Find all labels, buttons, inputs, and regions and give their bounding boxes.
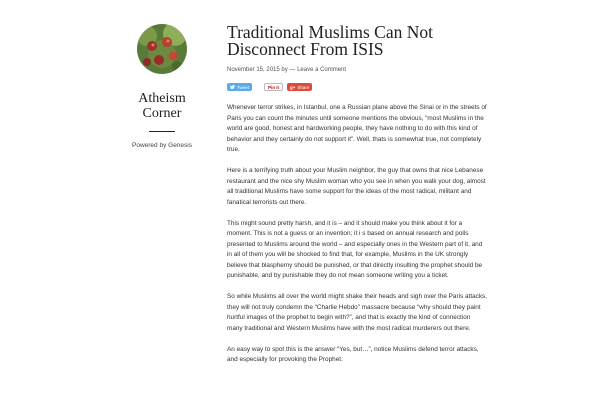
site-title-line1[interactable]: Atheism <box>138 91 186 106</box>
avatar-image <box>137 24 187 74</box>
paragraph-4: So while Muslims all over the world might shake their heads and sigh over the Paris attacks, they will not truly condemn the “Charlie Hebdo” massacre because “why should they paint hurtful images of the prophet to begin with?”, and that is exactly the kind of connection many traditional and Western Muslims have with the most radical murderers out there. <box>227 293 488 332</box>
google-plus-icon: g+ <box>290 84 296 90</box>
paragraph-2: Here is a terrifying truth about your Muslim neighbor, the guy that owns that nice Lebanese restaurant and the nice shy Muslim woman who you see in when you walk your dog, almost all traditional Muslims have some support for the ideas of the most radical, militant and fanatical terrorists out there. <box>227 167 486 206</box>
powered-by <box>115 142 209 149</box>
tweet-button[interactable] <box>227 83 252 91</box>
paragraph-3: This might sound pretty harsh, and it is – and it should make you think about it for a moment. This is not a guess or an invention; it i s based on annual research and polls presented to Muslims around the world – and especially ones in the Western part of it, and in all of them you will be shocked to find that, for example, Muslims in the UK strongly believe that blasphemy should be punished, or that directly insulting the prophet should be punishable, and by punishable they do not mean someone writing you a ticket. <box>227 219 483 279</box>
google-share-label: Share <box>297 84 310 90</box>
site-title-line2[interactable]: Corner <box>142 106 182 121</box>
post-meta <box>227 67 487 73</box>
google-share-button[interactable] <box>287 83 312 91</box>
genesis-link[interactable]: Genesis <box>168 142 192 149</box>
powered-prefix: Powered by <box>132 142 167 149</box>
tweet-label: Tweet <box>237 84 250 90</box>
pin-it-label: Pin it <box>268 84 280 90</box>
post-title-line2[interactable]: Disconnect From ISIS <box>227 39 384 59</box>
avatar[interactable] <box>137 24 187 74</box>
post-by: by <box>281 67 288 73</box>
sidebar-divider <box>149 131 175 132</box>
post-title[interactable] <box>227 24 487 58</box>
sidebar <box>115 24 209 149</box>
post-title-line1[interactable]: Traditional Muslims Can Not <box>227 22 433 42</box>
post-content <box>227 103 487 366</box>
site-title[interactable] <box>115 91 209 121</box>
pin-it-button[interactable] <box>264 83 283 91</box>
main-content <box>227 24 487 376</box>
paragraph-1: Whenever terror strikes, in Istanbul, one a Russian plane above the Sinai or in the streets of Paris you can count the minutes until someone mentions the obvious, “most Muslims in the world are good, honest and hardworking people, they have nothing to do with this kind of behavior and they certainly do not support it”. Well, thats is somewhat true, not completely true. <box>227 104 487 153</box>
meta-dash: — <box>289 67 296 73</box>
leave-comment-link[interactable]: Leave a Comment <box>297 67 347 73</box>
twitter-bird-icon <box>230 85 235 89</box>
share-bar <box>227 83 487 91</box>
post-date: November 15, 2015 <box>227 67 280 73</box>
paragraph-5: An easy way to spot this is the answer “Yes, but…”, notice Muslims defend terror attacks, and especially for provoking the Prophet. <box>227 345 479 363</box>
